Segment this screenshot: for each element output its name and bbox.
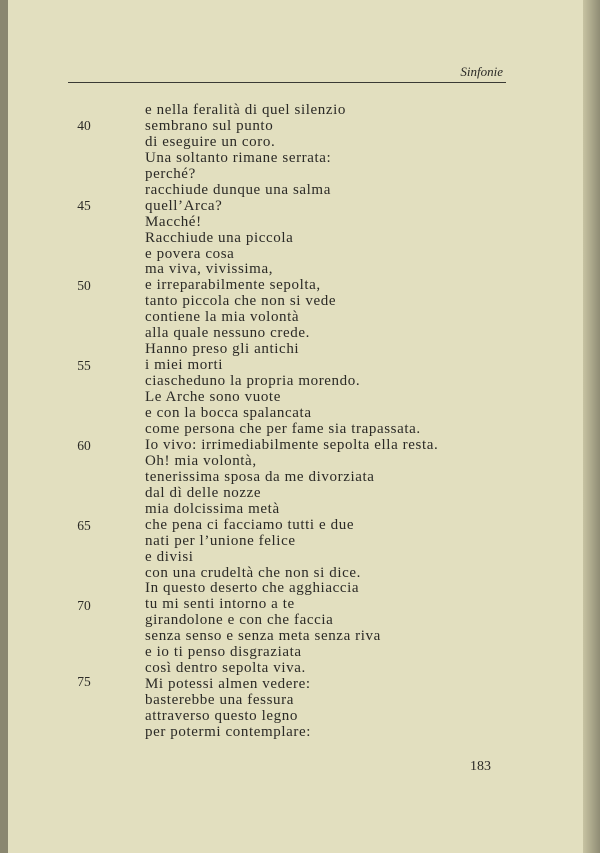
poem-line: contiene la mia volontà: [145, 309, 300, 325]
poem-line: mia dolcissima metà: [145, 501, 280, 517]
poem-line: che pena ci facciamo tutti e due: [145, 517, 355, 533]
poem-line: Una soltanto rimane serrata:: [145, 150, 332, 166]
poem-line: con una crudeltà che non si dice.: [145, 565, 361, 581]
poem-line: tenerissima sposa da me divorziata: [145, 469, 375, 485]
poem-line: e irreparabilmente sepolta,: [145, 277, 321, 293]
poem-line: e con la bocca spalancata: [145, 405, 312, 421]
poem-line: Io vivo: irrimediabilmente sepolta ella resta.: [145, 437, 439, 453]
line-number: 50: [77, 278, 91, 293]
page-edge: [583, 0, 600, 853]
line-number: 40: [77, 118, 91, 133]
poem-line: tanto piccola che non si vede: [145, 293, 337, 309]
poem-line: Racchiude una piccola: [145, 230, 294, 246]
poem-line: racchiude dunque una salma: [145, 182, 331, 198]
poem-line: Le Arche sono vuote: [145, 389, 281, 405]
line-number: 55: [77, 358, 91, 373]
line-number: 45: [77, 198, 91, 213]
poem-line: e povera cosa: [145, 246, 235, 262]
poem-line: tu mi senti intorno a te: [145, 596, 295, 612]
poem-line: Mi potessi almen vedere:: [145, 676, 311, 692]
page-number: 183: [470, 759, 491, 774]
poem-line: e nella feralità di quel silenzio: [145, 102, 346, 118]
poem-line: nati per l’unione felice: [145, 533, 296, 549]
poem-line: Macché!: [145, 214, 202, 230]
poem-line: e io ti penso disgraziata: [145, 644, 302, 660]
book-page: [8, 0, 583, 853]
poem-line: i miei morti: [145, 357, 224, 373]
poem-line: attraverso questo legno: [145, 708, 298, 724]
poem-line: senza senso e senza meta senza riva: [145, 628, 381, 644]
running-header-title: Sinfonie: [460, 64, 503, 79]
line-number: 60: [77, 438, 91, 453]
poem-line: per potermi contemplare:: [145, 724, 312, 740]
poem-line: e divisi: [145, 549, 194, 565]
poem-line: così dentro sepolta viva.: [145, 660, 306, 676]
poem-line: come persona che per fame sia trapassata.: [145, 421, 421, 437]
poem-line: Oh! mia volontà,: [145, 453, 257, 469]
poem-line: basterebbe una fessura: [145, 692, 294, 708]
poem-line: alla quale nessuno crede.: [145, 325, 310, 341]
poem-line: girandolone e con che faccia: [145, 612, 334, 628]
poem-line: Hanno preso gli antichi: [145, 341, 300, 357]
poem-line: ciascheduno la propria morendo.: [145, 373, 361, 389]
poem-line: sembrano sul punto: [145, 118, 274, 134]
line-number: 70: [77, 598, 91, 613]
poem-line: perché?: [145, 166, 196, 182]
poem-line: dal dì delle nozze: [145, 485, 262, 501]
line-number: 65: [77, 518, 91, 533]
poem-line: di eseguire un coro.: [145, 134, 276, 150]
poem-line: In questo deserto che agghiaccia: [145, 580, 360, 596]
line-number: 75: [77, 674, 91, 689]
poem-line: ma viva, vivissima,: [145, 261, 274, 277]
poem-line: quell’Arca?: [145, 198, 223, 214]
header-rule: [68, 82, 506, 83]
